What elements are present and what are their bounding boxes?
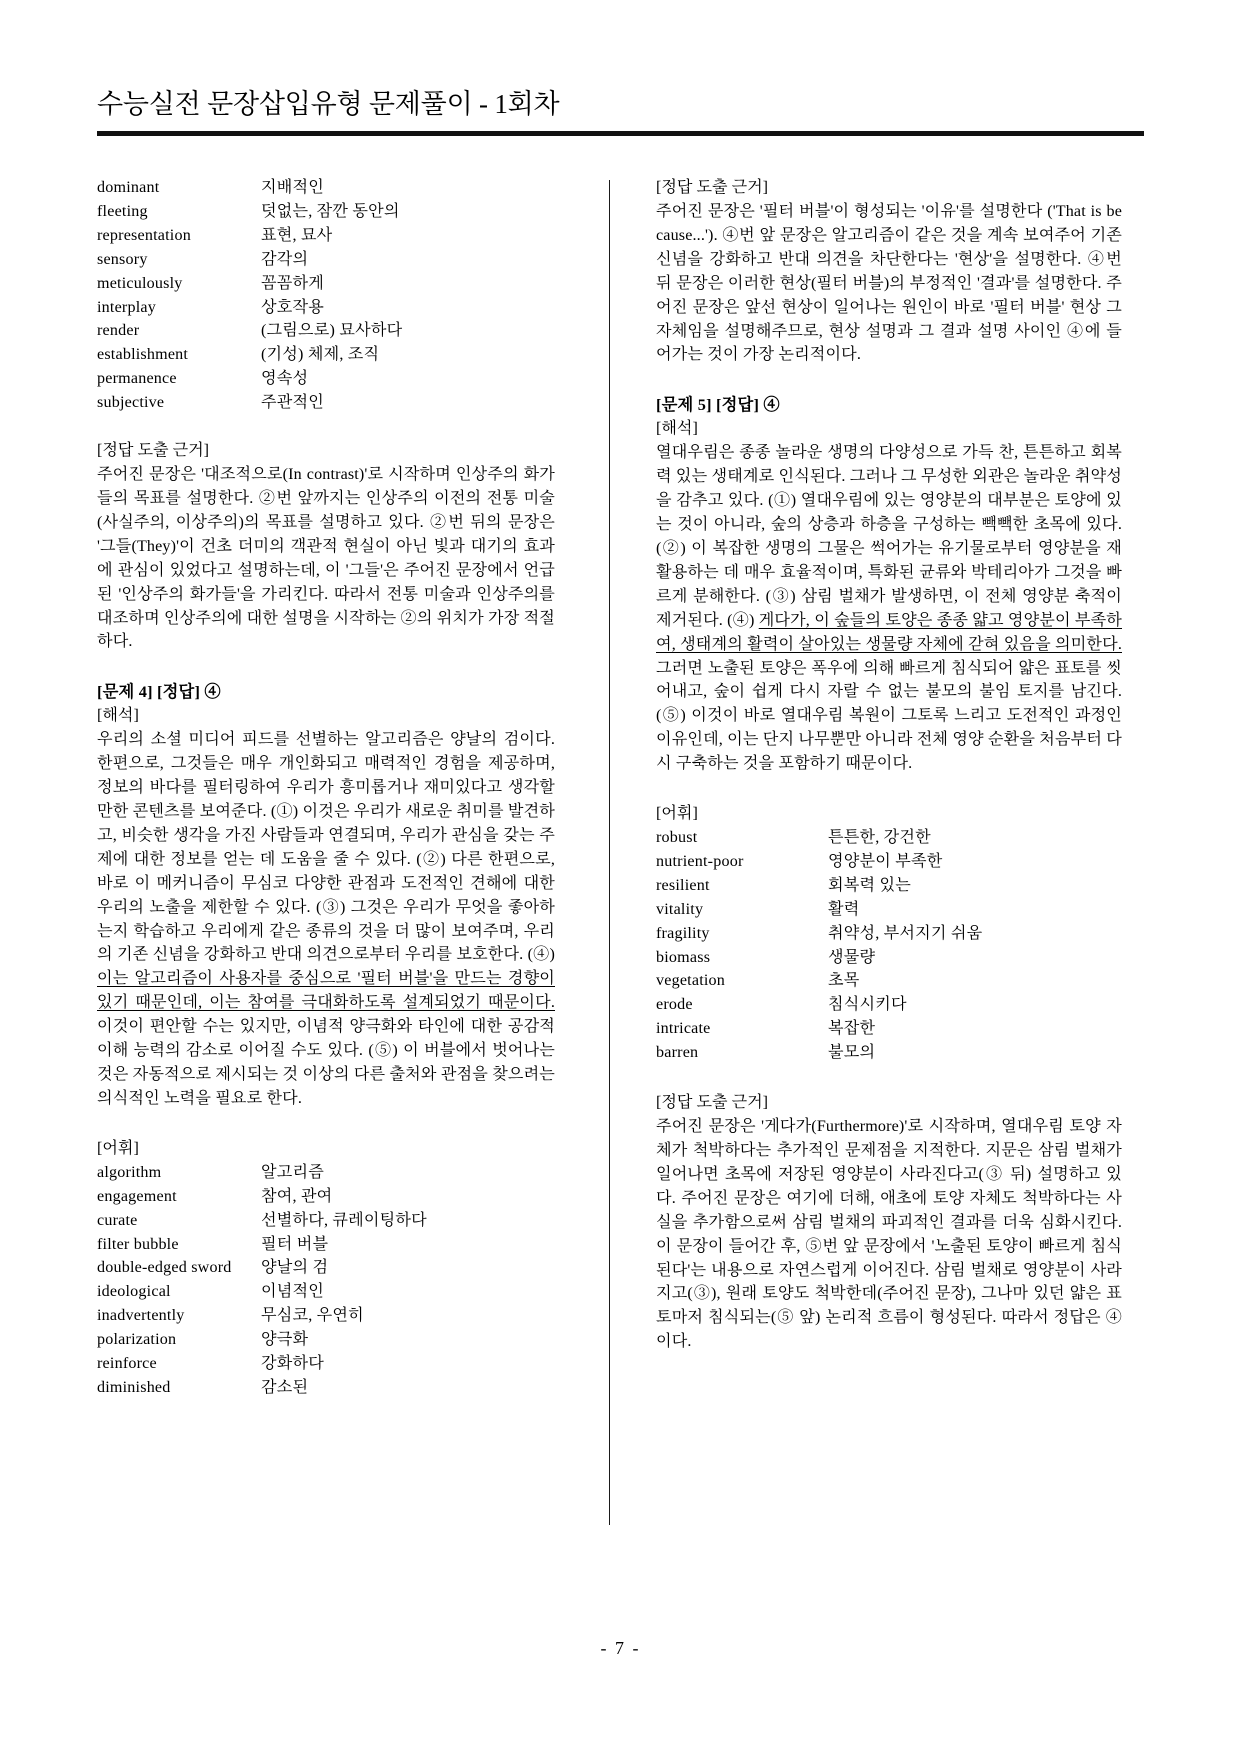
vocab-row <box>97 176 555 200</box>
spacer <box>656 776 1122 802</box>
vocab-term: intricate <box>656 1020 711 1038</box>
translation-heading-q4: [해석] <box>97 707 139 725</box>
rationale-text-q3: 주어진 문장은 '대조적으로(In contrast)'로 시작하며 인상주의 화가들의 목표를 설명한다. ②번 앞까지는 인상주의 이전의 전통 미술(사실주의, 이상주의)의 목표를 설명하고 있다. ②번 뒤의 문장은 '그들(They)'이 건초 더미의 객관적 현실이 아닌 빛과 대기의 효과에 관심이 있었다고 설명하는데, 이 '그들'은 주어진 문장에서 언급된 '인상주의 화가들'을 가리킨다. 따라서 전통 미술과 인상주의를 대조하며 인상주의에 대한 설명을 시작하는 ②의 위치가 가장 적절하다. <box>97 466 555 651</box>
vocab-meaning: 복잡한 <box>828 1020 876 1038</box>
vocab-meaning: 침식시키다 <box>828 996 907 1014</box>
left-column <box>97 176 563 1400</box>
translation-q4-part2: 이것이 편안할 수는 있지만, 이념적 양극화와 타인에 대한 공감적 이해 능력의 감소로 이어질 수도 있다. (⑤) 이 버블에서 벗어나는 것은 자동적으로 제시되는 것 이상의 다른 출처와 관점을 찾으려는 의식적인 노력을 필요로 한다. <box>97 1018 555 1107</box>
vocab-row <box>656 946 1122 970</box>
vocab-row <box>97 1280 555 1304</box>
two-column-body <box>97 176 1144 1536</box>
vocab-row <box>97 224 555 248</box>
rationale-text-q5: 주어진 문장은 '게다가(Furthermore)'로 시작하며, 열대우림 토양 자체가 척박하다는 추가적인 문제점을 지적한다. 지문은 삼림 벌채가 일어나면 초목에 저장된 영양분이 사라진다고(③ 뒤) 설명하고 있다. 주어진 문장은 여기에 더해, 애초에 토양 자체도 척박하다는 사실을 추가함으로써 삼림 벌채의 파괴적인 결과를 더욱 심화시킨다. 이 문장이 들어간 후, ⑤번 앞 문장에서 '노출된 토양이 빠르게 침식된다'는 내용으로 자연스럽게 이어진다. 삼림 벌채로 영양분이 사라지고(③), 원래 토양도 척박한데(주어진 문장), 그나마 있던 얇은 표토마저 침식되는(⑤ 앞) 논리적 흐름이 형성된다. 따라서 정답은 ④이다. <box>656 1118 1122 1351</box>
vocab-meaning: 참여, 관여 <box>261 1187 333 1205</box>
question-heading-4: [문제 4] [정답] ④ <box>97 682 221 702</box>
vocab-term: biomass <box>656 948 711 966</box>
vocab-meaning: 선별하다, 큐레이팅하다 <box>261 1211 427 1229</box>
translation-text-q4 <box>97 728 555 1111</box>
vocab-term: double-edged sword <box>97 1259 232 1277</box>
vocab-meaning: 이념적인 <box>261 1283 324 1301</box>
translation-q4-part1: 우리의 소셜 미디어 피드를 선별하는 알고리즘은 양날의 검이다. 한편으로, 그것들은 매우 개인화되고 매력적인 경험을 제공하며, 정보의 바다를 필터링하여 우리가 흥미롭거나 재미있다고 생각할 만한 콘텐츠를 보여준다. (①) 이것은 우리가 새로운 취미를 발견하고, 비슷한 생각을 가진 사람들과 연결되며, 우리가 관심을 갖는 주제에 대한 정보를 얻는 데 도움을 줄 수 있다. (②) 다른 한편으로, 바로 이 메커니즘이 무심코 다양한 관점과 도전적인 견해에 대한 우리의 노출을 제한할 수 있다. (③) 그것은 우리가 무엇을 좋아하는지 학습하고 우리에게 같은 종류의 것을 더 많이 보여주며, 우리의 기존 신념을 강화하고 반대 의견으로부터 우리를 보호한다. (④) <box>97 731 555 964</box>
translation-q5-part2: 그러면 노출된 토양은 폭우에 의해 빠르게 침식되어 얇은 표토를 씻어내고, 숲이 쉽게 다시 자랄 수 없는 불모의 불임 토지를 남긴다. (⑤) 이것이 바로 열대우림 복원이 그토록 느리고 도전적인 과정인 이유인데, 이는 단지 나무뿐만 아니라 전체 영양 순환을 처음부터 다시 구축하는 것을 포함하기 때문이다. <box>656 659 1122 773</box>
vocab-term: algorithm <box>97 1163 162 1181</box>
vocab-meaning: 취약성, 부서지기 쉬움 <box>828 924 983 942</box>
vocab-meaning: 영속성 <box>261 370 309 388</box>
document-header <box>97 88 1144 136</box>
vocab-row <box>656 993 1122 1017</box>
rationale-text-q4: 주어진 문장은 '필터 버블'이 형성되는 '이유'를 설명한다 ('That is because...'). ④번 앞 문장은 알고리즘이 같은 것을 계속 보여주어 기존 신념을 강화하고 반대 의견을 차단한다는 '현상'을 설명한다. ④번 뒤 문장은 이러한 현상(필터 버블)의 부정적인 '결과'를 설명한다. 주어진 문장은 앞선 현상이 일어나는 원인이 바로 '필터 버블' 현상 그 자체임을 설명해주므로, 현상 설명과 그 결과 설명 사이인 ④에 들어가는 것이 가장 논리적이다. <box>656 203 1122 364</box>
vocab-row <box>656 874 1122 898</box>
vocab-row <box>97 319 555 343</box>
vocab-row <box>656 922 1122 946</box>
vocab-term: render <box>97 322 140 340</box>
vocab-meaning: 강화하다 <box>261 1355 324 1373</box>
vocab-term: dominant <box>97 179 160 196</box>
spacer <box>656 367 1122 393</box>
vocab-row <box>97 1233 555 1257</box>
translation-q4-inserted-sentence: 이는 알고리즘이 사용자를 중심으로 '필터 버블'을 만드는 경향이 있기 때문인데, 이는 참여를 극대화하도록 설계되었기 때문이다. <box>97 970 555 1012</box>
vocab-table-q4 <box>97 1161 555 1400</box>
vocab-row <box>656 1017 1122 1041</box>
vocab-meaning: 필터 버블 <box>261 1235 329 1253</box>
vocab-term: interplay <box>97 298 157 316</box>
vocab-row <box>97 343 555 367</box>
vocab-meaning: 영양분이 부족한 <box>828 852 943 870</box>
question-heading-5: [문제 5] [정답] ④ <box>656 395 780 415</box>
vocab-row <box>97 1328 555 1352</box>
rationale-heading-q5: [정답 도출 근거] <box>656 1094 769 1112</box>
column-divider <box>609 180 610 1525</box>
vocab-term: vegetation <box>656 972 726 990</box>
vocab-row <box>97 1209 555 1233</box>
vocab-meaning: 감소된 <box>261 1378 309 1396</box>
vocab-row <box>656 1041 1122 1065</box>
vocab-term: subjective <box>97 394 165 412</box>
vocab-row <box>97 391 555 415</box>
vocab-term: fleeting <box>97 202 148 220</box>
vocab-meaning: 생물량 <box>828 948 876 966</box>
vocab-term: robust <box>656 829 698 847</box>
translation-q5-part1: 열대우림은 종종 놀라운 생명의 다양성으로 가득 찬, 튼튼하고 회복력 있는 생태계로 인식된다. 그러나 그 무성한 외관은 놀라운 취약성을 감추고 있다. (①) 열대우림에 있는 영양분의 대부분은 토양에 있는 것이 아니라, 숲의 상층과 하층을 구성하는 빽빽한 초목에 있다. (②) 이 복잡한 생명의 그물은 썩어가는 유기물로부터 영양분을 재활용하는 데 매우 효율적이며, 특화된 균류와 박테리아가 그것을 빠르게 분해한다. (③) 삼림 벌채가 발생하면, 이 전체 영양분 축적이 제거된다. (④) <box>656 444 1122 629</box>
vocab-row <box>656 826 1122 850</box>
vocab-row <box>97 272 555 296</box>
vocab-row <box>97 296 555 320</box>
vocab-row <box>97 1352 555 1376</box>
vocab-meaning: (기성) 체제, 조직 <box>261 346 380 364</box>
rationale-heading-q4: [정답 도출 근거] <box>656 179 769 196</box>
vocab-row <box>97 200 555 224</box>
vocab-term: filter bubble <box>97 1235 179 1253</box>
vocab-meaning: 초목 <box>828 972 860 990</box>
vocab-meaning: 덧없는, 잠깐 동안의 <box>261 202 400 220</box>
vocab-term: curate <box>97 1211 138 1229</box>
header-divider <box>97 131 1144 136</box>
vocab-term: engagement <box>97 1187 177 1205</box>
spacer <box>656 1065 1122 1091</box>
vocab-term: inadvertently <box>97 1307 185 1325</box>
vocab-heading-q5: [어휘] <box>656 805 698 823</box>
vocab-meaning: 감각의 <box>261 250 309 268</box>
vocab-table-top <box>97 176 555 415</box>
vocab-meaning: 주관적인 <box>261 394 324 412</box>
vocab-meaning: 튼튼한, 강건한 <box>828 829 931 847</box>
vocab-term: diminished <box>97 1378 171 1396</box>
vocab-meaning: 꼼꼼하게 <box>261 274 324 292</box>
vocab-meaning: 지배적인 <box>261 179 324 196</box>
vocab-meaning: 활력 <box>828 900 860 918</box>
spacer <box>97 1111 555 1137</box>
vocab-meaning: 표현, 묘사 <box>261 226 333 244</box>
vocab-row <box>97 1185 555 1209</box>
vocab-meaning: 상호작용 <box>261 298 324 316</box>
right-column <box>656 176 1122 1354</box>
vocab-term: establishment <box>97 346 189 364</box>
vocab-meaning: 양날의 검 <box>261 1259 329 1277</box>
vocab-term: barren <box>656 1044 699 1062</box>
vocab-meaning: 불모의 <box>828 1044 876 1062</box>
vocab-term: erode <box>656 996 693 1014</box>
vocab-meaning: 알고리즘 <box>261 1163 324 1181</box>
vocab-term: fragility <box>656 924 710 942</box>
vocab-term: resilient <box>656 876 710 894</box>
translation-q5-inserted-sentence: 게다가, 이 숲들의 토양은 종종 얇고 영양분이 부족하여, 생태계의 활력이 살아있는 생물량 자체에 갇혀 있음을 의미한다. <box>656 611 1122 653</box>
vocab-term: reinforce <box>97 1355 157 1373</box>
page-title: 수능실전 문장삽입유형 문제풀이 - 1회차 <box>97 89 560 119</box>
vocab-row <box>656 898 1122 922</box>
vocab-table-q5 <box>656 826 1122 1065</box>
vocab-meaning: 무심코, 우연히 <box>261 1307 364 1325</box>
spacer <box>97 654 555 680</box>
translation-text-q5 <box>656 441 1122 776</box>
vocab-row <box>97 1161 555 1185</box>
page-number: - 7 - <box>600 1638 641 1658</box>
vocab-term: sensory <box>97 250 148 268</box>
rationale-heading-q3: [정답 도출 근거] <box>97 442 210 460</box>
vocab-meaning: (그림으로) 묘사하다 <box>261 322 403 340</box>
vocab-term: ideological <box>97 1283 171 1301</box>
vocab-term: permanence <box>97 370 177 388</box>
vocab-meaning: 양극화 <box>261 1331 309 1349</box>
vocab-term: representation <box>97 226 191 244</box>
vocab-row <box>97 1256 555 1280</box>
vocab-row <box>97 1376 555 1400</box>
vocab-row <box>97 248 555 272</box>
translation-heading-q5: [해석] <box>656 420 698 438</box>
vocab-meaning: 회복력 있는 <box>828 876 911 894</box>
vocab-row <box>97 367 555 391</box>
vocab-row <box>97 1304 555 1328</box>
vocab-heading-q4: [어휘] <box>97 1139 139 1157</box>
vocab-row <box>656 969 1122 993</box>
vocab-term: nutrient-poor <box>656 852 744 870</box>
vocab-term: polarization <box>97 1331 177 1349</box>
vocab-row <box>656 850 1122 874</box>
vocab-term: vitality <box>656 900 704 918</box>
spacer <box>97 415 555 439</box>
vocab-term: meticulously <box>97 274 183 292</box>
